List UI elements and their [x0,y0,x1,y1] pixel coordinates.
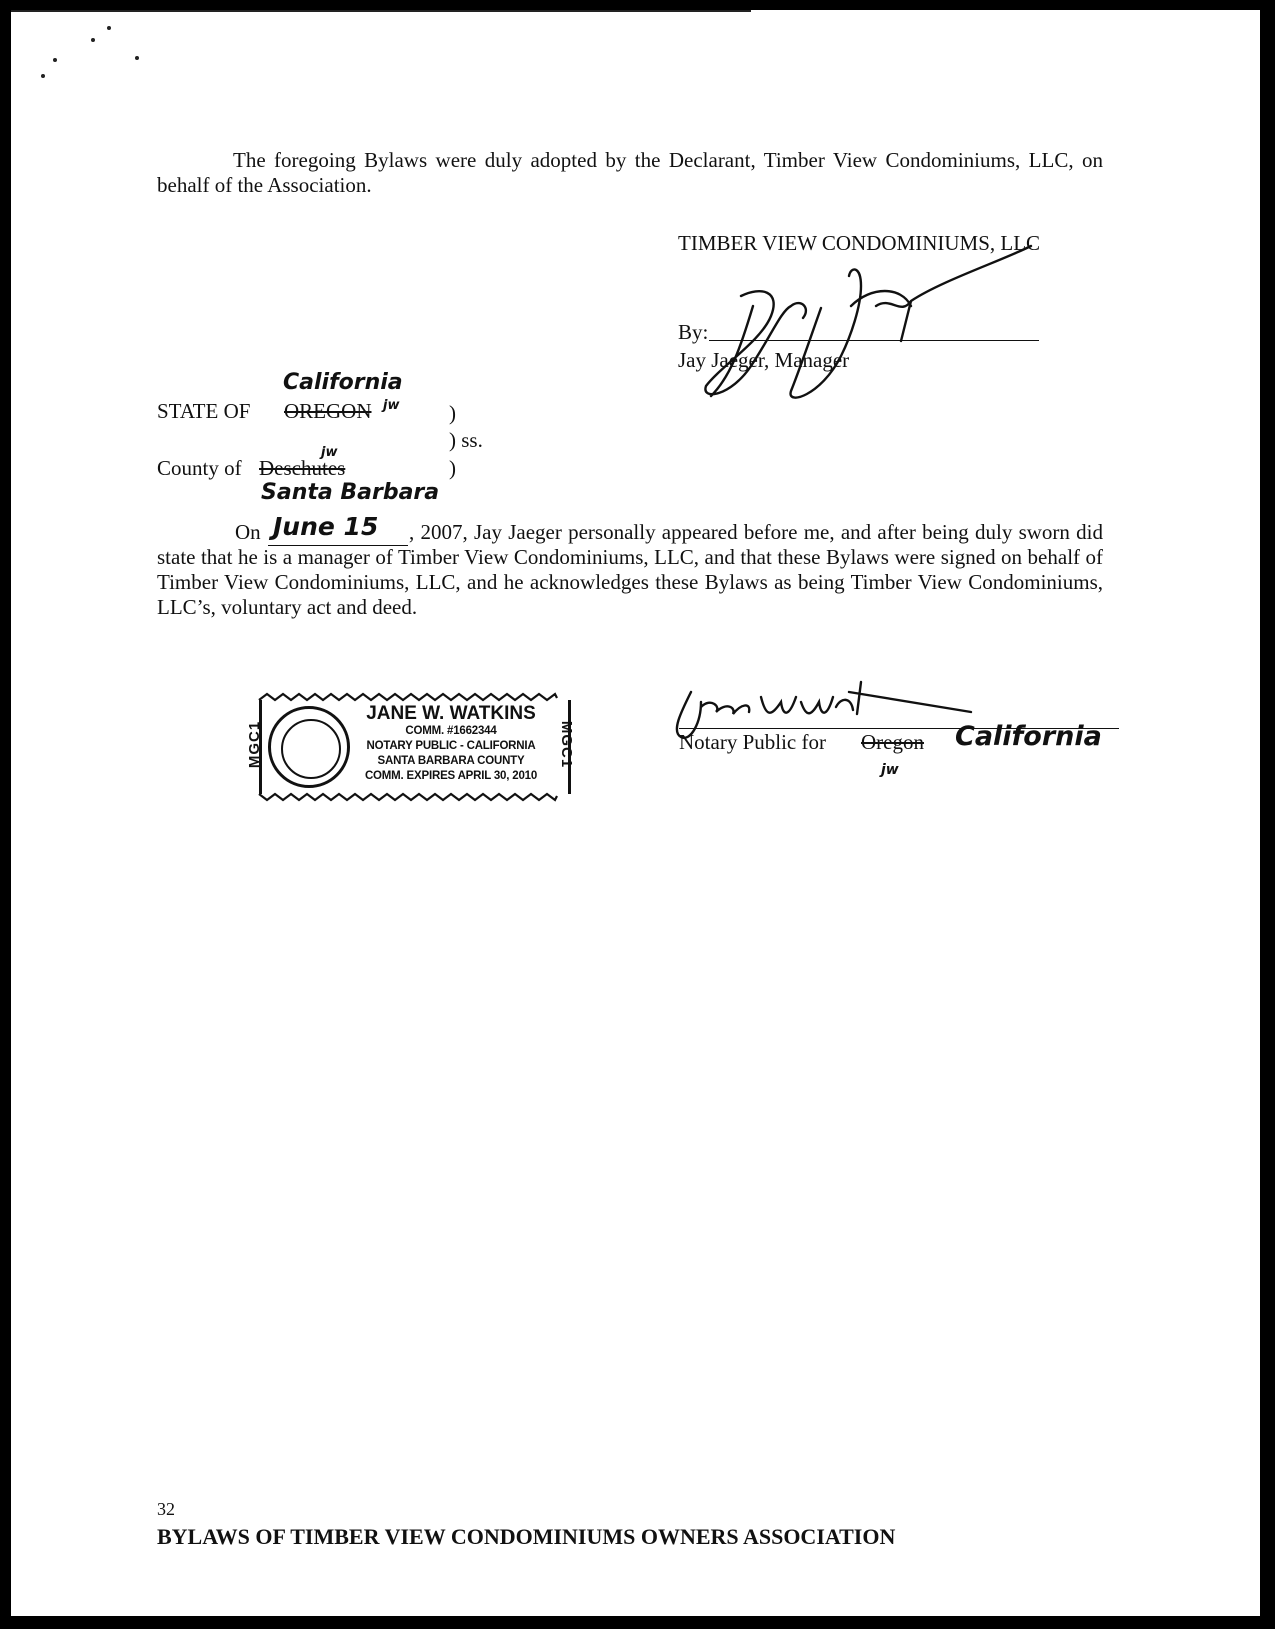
signer-title: Jay Jaeger, Manager [678,348,850,372]
page-number: 32 [157,1499,175,1519]
stamp-frame [259,700,571,794]
state-paren: ) [449,401,456,425]
county-paren: ) [449,456,456,480]
company-name: TIMBER VIEW CONDOMINIUMS, LLC [678,231,1041,255]
stamp-side-code-right: MGC1 [558,720,576,769]
stamp-expires: COMM. EXPIRES APRIL 30, 2010 [364,770,538,782]
scan-speck [107,26,111,30]
stamp-text-block [356,704,546,784]
stamp-comm: COMM. #1662344 [405,725,497,737]
notary-state-handwritten: California [955,721,1102,752]
stamp-title: NOTARY PUBLIC - CALIFORNIA [366,740,536,752]
manager-signature [701,246,1031,396]
adoption-paragraph: The foregoing Bylaws were duly adopted by the Declarant, Timber View Condominiums, LLC, on behalf of the Association. [157,148,1103,197]
state-initials: jw [383,398,400,413]
notary-initials: jw [881,762,899,778]
ack-paragraph: , 2007, Jay Jaeger personally appeared before me, and after being duly sworn did state that he is a manager of Timber View Condominiums, LLC, and that these Bylaws were signed on behalf of Timber View Condominiums, LLC, and he acknowledges these Bylaws as being Timber View Condominiums, LLC’s, voluntary act and deed. [157,520,1103,619]
stamp-name: JANE W. WATKINS [366,703,536,724]
ss-label: ) ss. [449,428,483,452]
scan-speck [91,38,95,42]
county-handwritten: Santa Barbara [261,480,440,505]
stamp-side-code-left: MGC1 [246,720,264,769]
county-label: County of [157,456,242,480]
ack-date-handwritten: June 15 [273,512,379,541]
state-struck: OREGON [284,399,372,423]
scan-speck [53,58,57,62]
state-seal-icon [268,706,350,788]
footer-title: BYLAWS OF TIMBER VIEW CONDOMINIUMS OWNERS ASSOCIATION [157,1524,896,1549]
by-label: By: [678,320,709,344]
county-initials: jw [321,445,338,460]
scan-speck [135,56,139,60]
notary-stamp [246,690,576,804]
state-label: STATE OF [157,399,251,423]
scan-edge-line [11,10,751,12]
document-page [11,10,1260,1616]
ack-on: On [235,520,261,544]
scan-speck [41,74,45,78]
state-handwritten: California [283,370,403,395]
notary-struck: Oregon [861,730,924,754]
stamp-county: SANTA BARBARA COUNTY [377,755,525,767]
notary-label: Notary Public for [679,730,826,754]
county-struck: Deschutes [259,456,346,480]
